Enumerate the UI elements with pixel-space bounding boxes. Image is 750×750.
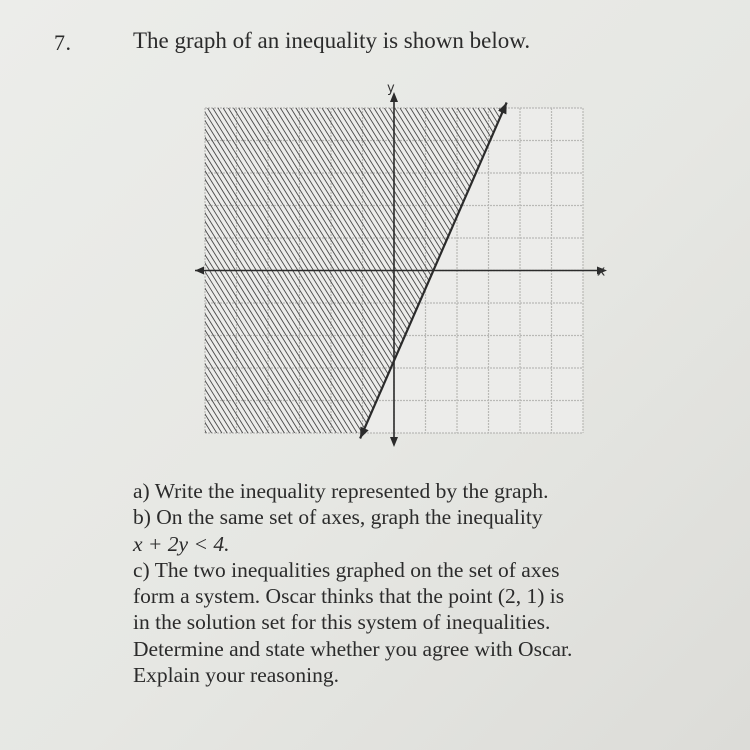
part-c-line2: form a system. Oscar thinks that the point (2, 1) is: [133, 584, 565, 609]
y-axis-label: y: [387, 81, 395, 96]
question-number: 7.: [54, 30, 72, 55]
part-b-line2: x + 2y < 4.: [133, 531, 230, 556]
x-axis-label: x: [597, 263, 606, 280]
part-c-line4: Determine and state whether you agree with Oscar.: [133, 636, 573, 661]
part-a: a) Write the inequality represented by the graph.: [133, 479, 549, 503]
part-c-line1: c) The two inequalities graphed on the set of axes: [133, 557, 560, 582]
y-axis-arrow-bottom: [390, 437, 398, 447]
question-parts: [133, 478, 713, 688]
hatch-line: [608, 108, 615, 433]
question-prompt: The graph of an inequality is shown below.: [133, 28, 531, 53]
inequality-graph: [195, 80, 615, 450]
part-c-line5: Explain your reasoning.: [133, 663, 339, 688]
part-c-line3: in the solution set for this system of inequalities.: [133, 610, 551, 635]
x-axis-arrow-left: [195, 267, 204, 275]
part-b-line1: b) On the same set of axes, graph the inequality: [133, 505, 543, 530]
hatch-line: [613, 108, 615, 433]
